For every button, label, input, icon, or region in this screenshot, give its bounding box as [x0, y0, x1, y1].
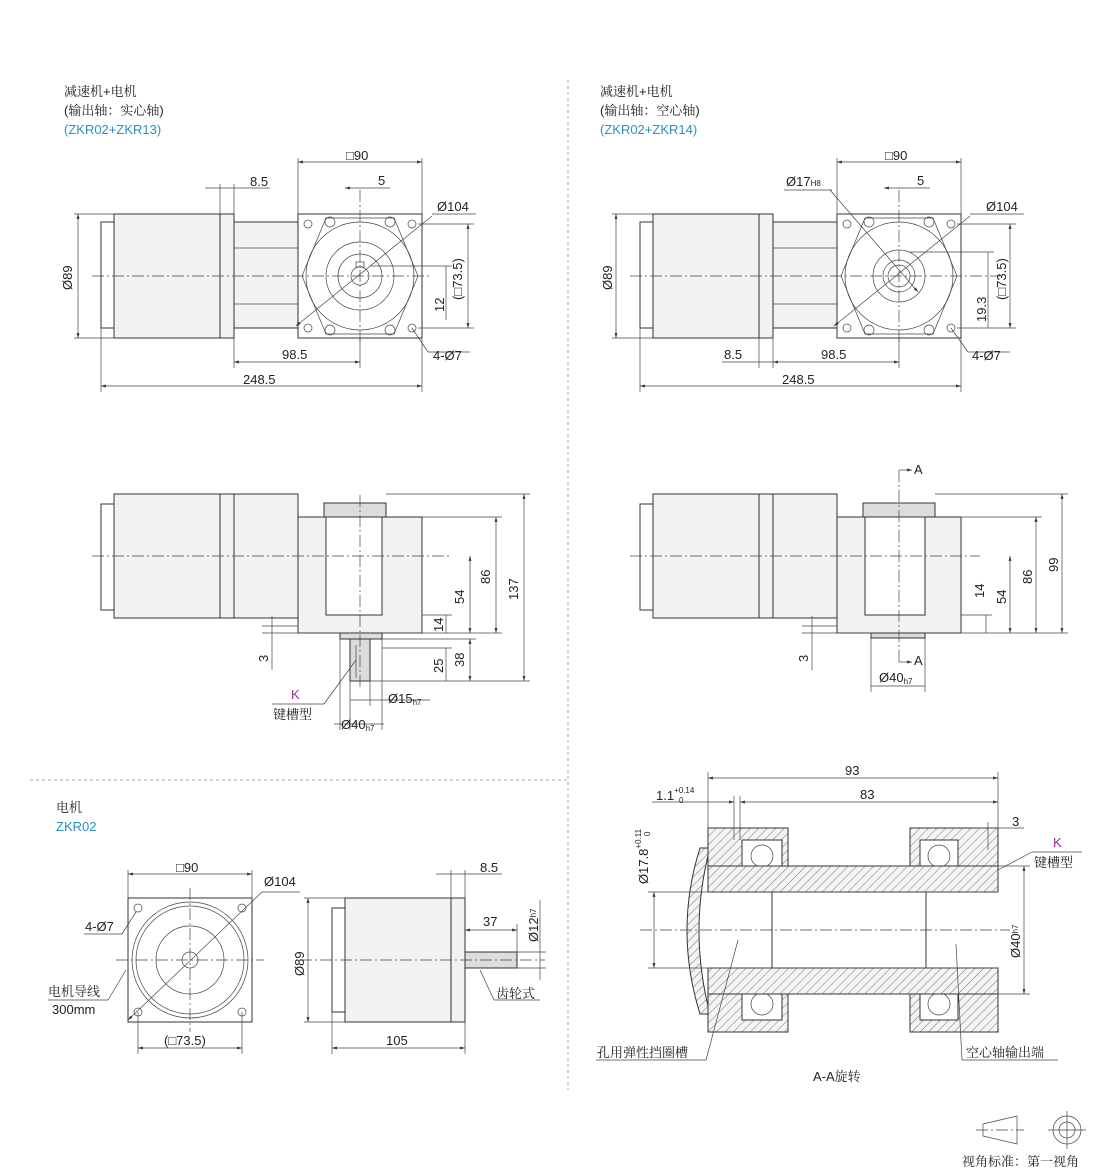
- hollow-section-mark-bottom: A: [914, 653, 923, 668]
- panel-solid-title: 减速机+电机: [64, 84, 137, 99]
- panel-solid-subtitle: (输出轴：实心轴): [64, 103, 164, 118]
- solid-dim-key: 5: [378, 173, 386, 188]
- motor-lead-label: 电机导线: [48, 984, 101, 999]
- solid-dim-pcd-square: (□73.5): [450, 258, 465, 300]
- solid-dim-h4: 14: [431, 617, 446, 632]
- motor-dim-length: 105: [386, 1033, 408, 1048]
- solid-dim-h3: 54: [452, 589, 467, 604]
- solid-dim-h2: 86: [478, 569, 493, 584]
- hollow-dim-square: □90: [885, 148, 908, 163]
- section-dim-groove-tol-lo: 0: [679, 796, 684, 805]
- hollow-dim-boss: Ø40h7: [879, 670, 913, 686]
- panel-solid-shaft: [60, 84, 530, 733]
- section-dim-bore-tol-lo: 0: [643, 831, 652, 836]
- solid-front-view: [92, 190, 432, 345]
- section-key-label: 键槽型: [1034, 855, 1074, 870]
- hollow-side-view: [630, 462, 980, 668]
- hollow-dim-h2: 86: [1020, 569, 1035, 584]
- solid-side-view: [92, 494, 450, 690]
- hollow-dim-h1: 99: [1046, 557, 1061, 572]
- panel-motor: [48, 800, 546, 1054]
- hollow-front-view: [630, 190, 1000, 345]
- hollow-section-mark-top: A: [914, 462, 923, 477]
- solid-dim-shaft: Ø15h7: [388, 691, 422, 707]
- motor-dim-square: □90: [176, 860, 199, 875]
- solid-dim-square: □90: [346, 148, 369, 163]
- projection-label: 视角标准：第一视角: [962, 1154, 1080, 1169]
- section-dim-step: 3: [1012, 814, 1020, 829]
- section-dim-bore: $Ø17.8^{+0.11}$: [634, 828, 651, 884]
- motor-dim-shaft-len: 37: [483, 914, 498, 929]
- section-dim-groove: $1.1^{+0.14}$: [656, 786, 695, 803]
- motor-dim-holes: 4-Ø7: [85, 919, 114, 934]
- solid-dim-height: Ø89: [60, 265, 75, 290]
- solid-dim-h6: 25: [431, 658, 446, 673]
- solid-dim-step: 3: [256, 654, 271, 662]
- hollow-dim-pcd-square: (□73.5): [994, 258, 1009, 300]
- section-dim-outer: Ø40h7: [1008, 924, 1023, 958]
- section-circlip-label: 孔用弹性挡圈槽: [597, 1045, 689, 1060]
- panel-hollow-subtitle: (输出轴：空心轴): [600, 103, 700, 118]
- solid-dim-boss: Ø40h7: [341, 717, 375, 733]
- motor-side-view: [300, 898, 545, 1022]
- hollow-dim-key-offset: 19.3: [974, 296, 989, 322]
- solid-dim-flange: 8.5: [250, 174, 269, 189]
- hollow-dim-step: 3: [796, 654, 811, 662]
- projection-symbol: [962, 1111, 1086, 1169]
- motor-dim-height: Ø89: [292, 951, 307, 976]
- motor-dim-shaft-dia: Ø12h7: [526, 908, 541, 942]
- hollow-dim-gearbox: 98.5: [821, 347, 847, 362]
- hollow-dim-flange: 8.5: [724, 347, 743, 362]
- panel-section: [596, 763, 1082, 1084]
- motor-dim-pcd: Ø104: [264, 874, 296, 889]
- solid-dim-total: 248.5: [243, 372, 276, 387]
- panel-motor-model: ZKR02: [56, 819, 97, 834]
- section-dim-total: 93: [845, 763, 860, 778]
- panel-hollow-model: (ZKR02+ZKR14): [600, 122, 698, 137]
- panel-motor-title: 电机: [56, 800, 83, 815]
- solid-dim-h5: 38: [452, 652, 467, 667]
- section-caption: A-A旋转: [813, 1069, 861, 1084]
- hollow-dim-height: Ø89: [600, 265, 615, 290]
- motor-dim-flange: 8.5: [480, 860, 499, 875]
- panel-hollow-title: 减速机+电机: [600, 84, 673, 99]
- solid-dim-key-offset: 12: [432, 297, 447, 312]
- motor-lead-len: 300mm: [52, 1002, 96, 1017]
- section-outlet-label: 空心轴输出端: [966, 1045, 1045, 1060]
- motor-dim-pcd-square: (□73.5): [164, 1033, 206, 1048]
- solid-key-mark: K: [291, 687, 300, 702]
- hollow-dim-h3: 54: [994, 589, 1009, 604]
- hollow-dim-holes: 4-Ø7: [972, 348, 1001, 363]
- solid-dim-gearbox: 98.5: [282, 347, 308, 362]
- solid-dim-h1: 137: [506, 578, 521, 600]
- hollow-dim-pcd: Ø104: [986, 199, 1018, 214]
- solid-key-label: 键槽型: [273, 707, 313, 722]
- hollow-dim-bore: Ø17H8: [786, 174, 821, 189]
- motor-front-view: [116, 874, 300, 1032]
- panel-hollow-shaft: [600, 84, 1068, 692]
- section-key-mark: K: [1053, 835, 1062, 850]
- hollow-dim-key: 5: [917, 173, 925, 188]
- panel-solid-model: (ZKR02+ZKR13): [64, 122, 162, 137]
- solid-dim-pcd: Ø104: [437, 199, 469, 214]
- hollow-dim-total: 248.5: [782, 372, 815, 387]
- motor-shaft-type: 齿轮式: [496, 986, 536, 1001]
- section-view: [640, 828, 1010, 1032]
- hollow-dim-h4: 14: [972, 583, 987, 598]
- section-dim-inner: 83: [860, 787, 875, 802]
- solid-dim-holes: 4-Ø7: [433, 348, 462, 363]
